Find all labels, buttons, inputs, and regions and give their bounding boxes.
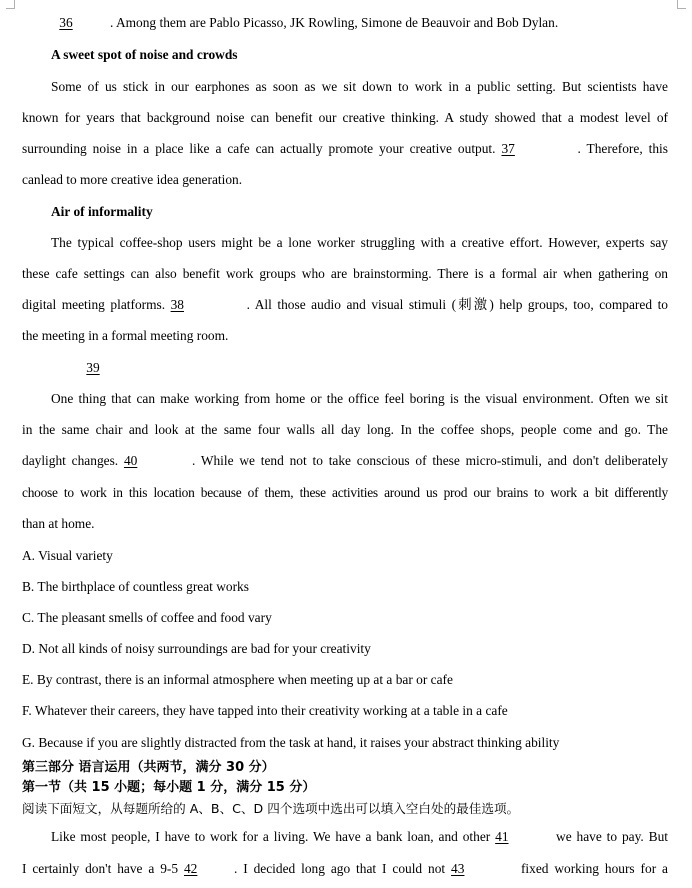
- option-f: F. Whatever their careers, they have tapped into their creativity working at a table in a cafe: [22, 703, 508, 718]
- option-e: E. By contrast, there is an informal atmosphere when meeting up at a bar or cafe: [22, 672, 453, 687]
- section-heading: Air of informality: [51, 204, 153, 219]
- paragraph-line: in the same chair and look at the same four walls all day long. In the coffee shops, people come and go. The: [22, 422, 668, 437]
- paragraph-line: The typical coffee-shop users might be a lone worker struggling with a creative effort. However, experts say: [51, 235, 668, 250]
- paragraph-line: known for years that background noise can benefit our creative thinking. A study showed that a modest level of: [22, 110, 668, 125]
- paragraph-line: One thing that can make working from home or the office feel boring is the visual environment. Often we sit: [51, 391, 668, 406]
- blank-40[interactable]: 40: [123, 453, 138, 468]
- option-a: A. Visual variety: [22, 548, 113, 563]
- paragraph-line: choose to work in this location because of them, these activities around us prod our brains to work a bit differently: [22, 485, 668, 500]
- text-segment: surrounding noise in a place like a cafe can actually promote your creative output.: [22, 141, 496, 156]
- blank-42[interactable]: 42: [183, 861, 198, 876]
- text-segment: . All those audio and visual stimuli (刺激) help groups, too, compared to: [246, 297, 668, 312]
- intro-line: [22, 14, 668, 32]
- section-heading: A sweet spot of noise and crowds: [51, 47, 238, 62]
- text-segment: fixed working hours for a: [520, 861, 668, 876]
- blank-43[interactable]: 43: [451, 861, 465, 876]
- blank-41[interactable]: 41: [495, 829, 509, 844]
- paragraph-line: [51, 828, 668, 846]
- instruction-text: 阅读下面短文，从每题所给的 A、B、C、D 四个选项中选出可以填入空白处的最佳选项。: [22, 801, 520, 816]
- part-title: 第三部分 语言运用（共两节，满分 30 分）: [22, 760, 275, 775]
- intro-text: . Among them are Pablo Picasso, JK Rowling, Simone de Beauvoir and Bob Dylan.: [110, 15, 559, 30]
- text-segment: . While we tend not to take conscious of these micro-stimuli, and don't deliberately: [191, 453, 668, 468]
- section-heading-blank: [51, 359, 668, 377]
- text-segment: digital meeting platforms.: [22, 297, 166, 312]
- option-g: G. Because if you are slightly distracted from the task at hand, it raises your abstract thinking ability: [22, 735, 560, 750]
- paragraph-line: [22, 452, 668, 470]
- paragraph-line: [22, 296, 668, 314]
- paragraph-line: the meeting in a formal meeting room.: [22, 328, 229, 343]
- option-c: C. The pleasant smells of coffee and food vary: [22, 610, 272, 625]
- option-b: B. The birthplace of countless great works: [22, 579, 249, 594]
- text-segment: . I decided long ago that I could not: [233, 861, 446, 876]
- blank-39[interactable]: 39: [86, 360, 100, 375]
- paragraph-line: [22, 140, 668, 158]
- section-subtitle: 第一节（共 15 小题；每小题 1 分，满分 15 分）: [22, 780, 316, 795]
- paragraph-line: [22, 860, 668, 878]
- text-segment: I certainly don't have a 9-5: [22, 861, 179, 876]
- paragraph-line: than at home.: [22, 516, 95, 531]
- option-d: D. Not all kinds of noisy surroundings are bad for your creativity: [22, 641, 371, 656]
- blank-38[interactable]: 38: [170, 297, 184, 312]
- page-corner-mark-left: [6, 0, 15, 9]
- text-segment: daylight changes.: [22, 453, 119, 468]
- blank-36[interactable]: 36: [59, 15, 73, 30]
- text-segment: . Therefore, this: [577, 141, 668, 156]
- paragraph-line: Some of us stick in our earphones as soon as we sit down to work in a public setting. But scientists have: [51, 79, 668, 94]
- paragraph-line: these cafe settings can also benefit work groups who are brainstorming. There is a formal air when gathering on: [22, 266, 668, 281]
- paragraph-line: canlead to more creative idea generation.: [22, 172, 243, 187]
- text-segment: we have to pay. But: [556, 829, 669, 844]
- text-segment: Like most people, I have to work for a living. We have a bank loan, and other: [51, 829, 491, 844]
- page-corner-mark-right: [677, 0, 686, 9]
- blank-37[interactable]: 37: [501, 141, 515, 156]
